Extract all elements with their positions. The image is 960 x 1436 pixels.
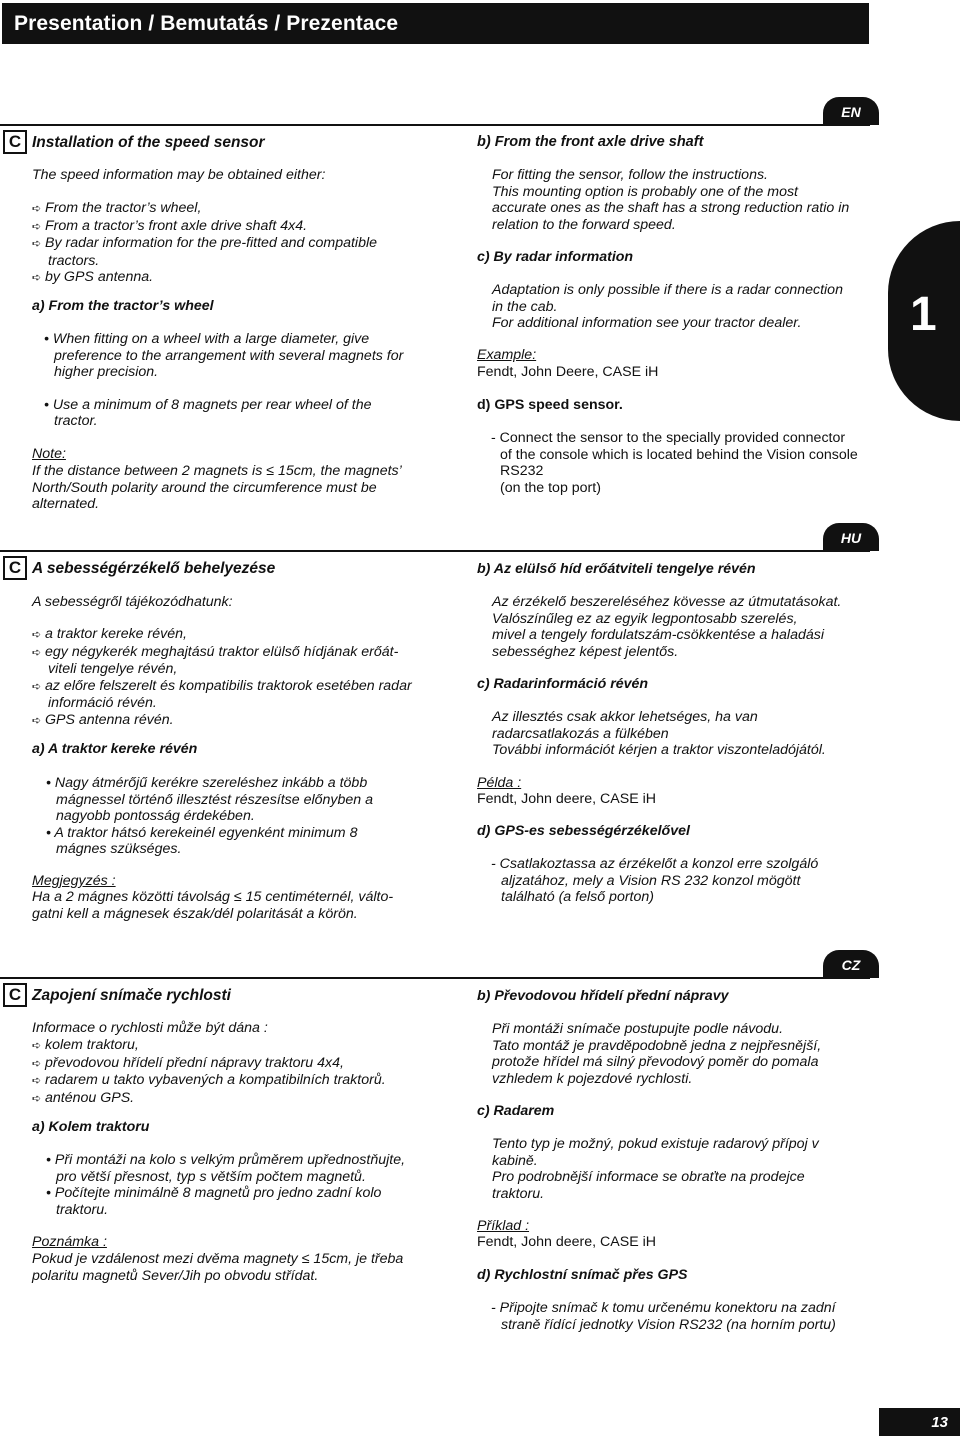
- cz-example-text: Fendt, John deere, CASE iH: [477, 1234, 657, 1250]
- arrow-icon: ➪: [32, 1092, 42, 1105]
- section-marker-en: C: [3, 130, 27, 154]
- arrow-icon: ➪: [32, 1075, 42, 1087]
- hu-subtitle-c: c) Radarinformáció révén: [477, 676, 649, 692]
- hu-c-text: Az illesztés csak akkor lehetséges, ha van radarcsatlakozás a fülkében További információt kérjen a traktor viszonteladójától.: [492, 709, 826, 758]
- arrow-icon: ➪: [32, 646, 42, 659]
- list-item: ➪ anténou GPS.: [32, 1089, 135, 1106]
- hu-a-items: [46, 775, 373, 858]
- chapter-tab: [888, 221, 960, 421]
- page-header: [2, 3, 869, 44]
- list-item: • Nagy átmérőjű kerékre szereléshez inkább a több: [46, 775, 368, 791]
- en-subtitle-a: a) From the tractor’s wheel: [32, 298, 214, 314]
- en-note-label: Note:: [32, 446, 66, 462]
- list-item: • Při montáži na kolo s velkým průměrem upřednostňujte,: [46, 1152, 406, 1168]
- hu-intro: A sebességről tájékozódhatunk:: [32, 594, 233, 610]
- hu-d-text: - Csatlakoztassa az érzékelőt a konzol erre szolgáló aljzatához, mely a Vision RS 232 konzol mögött található (a felső porton): [491, 856, 819, 905]
- en-example-label: Example:: [477, 347, 537, 363]
- en-d-text: - Connect the sensor to the specially provided connector of the console which is located behind the Vision console RS232 (on the top port): [491, 430, 858, 496]
- cz-b-text: Při montáži snímače postupujte podle návodu. Tato montáž je pravděpodobně jedna z nejpřesnější, protože hřídel má silný převodový poměr do pomala vzhledem k pojezdové rychlosti.: [492, 1021, 822, 1087]
- cz-subtitle-a: a) Kolem traktoru: [32, 1119, 150, 1135]
- page-number-box: [879, 1408, 960, 1436]
- list-item: traktoru.: [56, 1201, 109, 1218]
- cz-subtitle-b: b) Převodovou hřídelí přední nápravy: [477, 988, 729, 1004]
- cz-example-label: Příklad :: [477, 1218, 530, 1234]
- list-item: • Počítejte minimálně 8 magnetů pro jedno zadní kolo: [46, 1185, 382, 1201]
- en-intro: The speed information may be obtained either:: [32, 167, 326, 183]
- list-item: ➪ From the tractor’s wheel,: [32, 200, 202, 216]
- list-item: ➪ GPS antenna révén.: [32, 711, 174, 728]
- list-item: • A traktor hátsó kerekeinél egyenként minimum 8: [46, 824, 358, 841]
- language-badge-hu: HU: [823, 523, 879, 551]
- arrow-icon: ➪: [32, 220, 42, 233]
- cz-subtitle-d: d) Rychlostní snímač přes GPS: [477, 1267, 688, 1283]
- list-item: higher precision.: [54, 364, 159, 380]
- list-item: • When fitting on a wheel with a large diameter, give: [44, 331, 370, 347]
- hu-example-label: Példa :: [477, 775, 522, 791]
- en-note-text: If the distance between 2 magnets is ≤ 15cm, the magnets’ North/South polarity around the circumference must be alternated.: [32, 463, 402, 512]
- section-marker-hu: C: [3, 556, 27, 580]
- cz-note-text: Pokud je vzdálenost mezi dvěma magnety ≤ 15cm, je třeba polaritu magnetů Sever/Jih po obvodu střídat.: [32, 1251, 404, 1284]
- language-badge-cz: CZ: [823, 950, 879, 978]
- hu-subtitle-d: d) GPS-es sebességérzékelővel: [477, 823, 690, 839]
- list-item: ➪ By radar information for the pre-fitted and compatible: [32, 235, 377, 251]
- list-item: ➪ From a tractor’s front axle drive shaft 4x4.: [32, 217, 308, 234]
- hu-b-text: Az érzékelő beszereléséhez kövesse az útmutatásokat. Valószínűleg ez az egyik legpontosabb szerelés, mivel a tengely fordulatszám-csökkentése a haladási sebességhez képest jelentős.: [492, 594, 842, 660]
- en-bullet-list: [32, 200, 377, 287]
- list-item: ➪ egy négykerék meghajtású traktor elülső hídjának erőát-: [32, 643, 399, 660]
- arrow-icon: ➪: [32, 714, 42, 727]
- cz-a-items: [46, 1152, 405, 1218]
- list-item: ➪ radarem u takto vybavených a kompatibilních traktorů.: [32, 1072, 386, 1088]
- arrow-icon: ➪: [32, 629, 42, 641]
- arrow-icon: ➪: [32, 680, 42, 693]
- list-item: ➪ převodovou hřídelí přední nápravy traktoru 4x4,: [32, 1054, 344, 1071]
- list-item: ➪ az előre felszerelt és kompatibilis traktorok esetében radar: [32, 677, 412, 694]
- hu-example-text: Fendt, John deere, CASE iH: [477, 791, 657, 807]
- en-example-text: Fendt, John Deere, CASE iH: [477, 364, 659, 380]
- cz-bullet-list: [32, 1037, 386, 1107]
- hu-note-text: Ha a 2 mágnes közötti távolság ≤ 15 centiméternél, válto- gatni kell a mágnesek észak/dél polaritását a körön.: [32, 889, 394, 922]
- list-item: ➪ a traktor kereke révén,: [32, 626, 187, 642]
- list-item: preference to the arrangement with several magnets for: [54, 347, 404, 364]
- arrow-icon: ➪: [32, 1057, 42, 1070]
- arrow-icon: ➪: [32, 1040, 42, 1052]
- list-item: ➪ by GPS antenna.: [32, 269, 154, 285]
- list-item: mágnes szükséges.: [56, 841, 182, 857]
- hu-subtitle-a: a) A traktor kereke révén: [32, 741, 198, 757]
- arrow-icon: ➪: [32, 238, 42, 250]
- en-subtitle-b: b) From the front axle drive shaft: [477, 134, 704, 150]
- arrow-icon: ➪: [32, 203, 42, 215]
- en-c-text: Adaptation is only possible if there is a radar connection in the cab. For additional information see your tractor dealer.: [492, 282, 843, 331]
- list-item: tractor.: [54, 413, 98, 429]
- list-item: pro větší přesnost, typ s větším počtem magnetů.: [56, 1168, 366, 1185]
- chapter-number: 1: [910, 288, 937, 341]
- hu-bullet-list: [32, 626, 412, 729]
- language-badge-en: EN: [823, 97, 879, 125]
- list-item: mágnessel történő illesztést részesítse előnyben a: [56, 791, 374, 808]
- en-a-items: [44, 331, 403, 430]
- list-item: • Use a minimum of 8 magnets per rear wheel of the: [44, 396, 372, 413]
- cz-title: Zapojení snímače rychlosti: [32, 987, 231, 1004]
- cz-c-text: Tento typ je možný, pokud existuje radarový přípoj v kabině. Pro podrobnější informace se obraťte na prodejce traktoru.: [492, 1136, 819, 1202]
- list-item: nagyobb pontosság érdekében.: [56, 808, 255, 824]
- cz-d-text: - Připojte snímač k tomu určenému konektoru na zadní straně řídící jednotky Vision RS232 (na horním portu): [491, 1300, 836, 1333]
- list-item: viteli tengelye révén,: [48, 661, 178, 677]
- page-title: Presentation / Bemutatás / Prezentace: [14, 12, 399, 35]
- en-subtitle-c: c) By radar information: [477, 249, 634, 265]
- en-subtitle-d: d) GPS speed sensor.: [477, 397, 623, 413]
- cz-subtitle-c: c) Radarem: [477, 1103, 555, 1119]
- list-item: információ révén.: [48, 695, 157, 711]
- list-item: ➪ kolem traktoru,: [32, 1037, 139, 1053]
- section-marker-cz: C: [3, 983, 27, 1007]
- hu-subtitle-b: b) Az elülső híd erőátviteli tengelye révén: [477, 561, 756, 577]
- section-divider-cz: [0, 977, 870, 979]
- list-item: tractors.: [48, 252, 100, 269]
- cz-note-label: Poznámka :: [32, 1234, 107, 1250]
- cz-intro: Informace o rychlosti může být dána :: [32, 1020, 268, 1036]
- section-divider-en: [0, 124, 870, 126]
- section-divider-hu: [0, 550, 870, 552]
- arrow-icon: ➪: [32, 272, 42, 284]
- en-title: Installation of the speed sensor: [32, 134, 265, 151]
- en-b-text: For fitting the sensor, follow the instructions. This mounting option is probably one of the most accurate ones as the shaft has a strong reduction ratio in relation to the forward speed.: [492, 167, 850, 233]
- page-number: 13: [931, 1414, 948, 1431]
- hu-note-label: Megjegyzés :: [32, 873, 116, 889]
- hu-title: A sebességérzékelő behelyezése: [32, 560, 276, 577]
